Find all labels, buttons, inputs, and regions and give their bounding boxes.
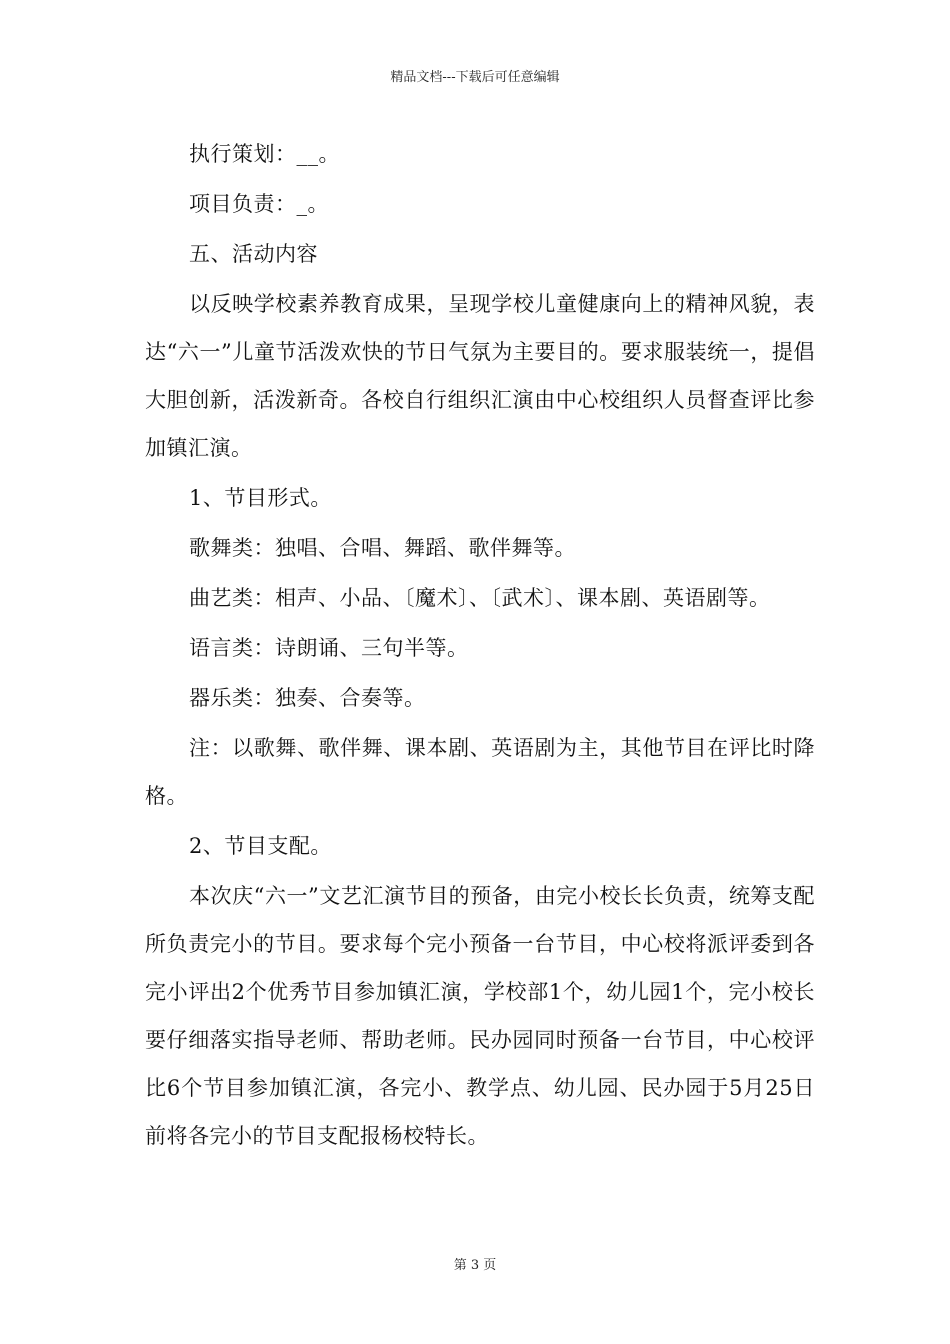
page-header: 精品文档---下载后可任意编辑 (390, 70, 560, 85)
paragraph-arrangement-details: 本次庆“六一”文艺汇演节目的预备，由完小校长长负责，统筹支配所负责完小的节目。要求每个完小预备一台节目，中心校将派评委到各完小评出2个优秀节目参加镇汇演，学校部1个，幼儿园1个，完小校长要仔细落实指导老师、帮助老师。民办园同时预备一台节目，中心校评比6个节目参加镇汇演，各完小、教学点、幼儿园、民办园于5月25日前将各完小的节目支配报杨校特长。 (145, 884, 815, 1148)
subheading-program-arrangement: 2、节目支配。 (189, 834, 332, 858)
paragraph-executive-planning: 执行策划：__。 (189, 142, 340, 166)
section-heading-activity-content: 五、活动内容 (189, 242, 318, 266)
page-number: 第 3 页 (453, 1258, 497, 1273)
paragraph-song-dance: 歌舞类：独唱、合唱、舞蹈、歌伴舞等。 (189, 536, 576, 560)
paragraph-quyi: 曲艺类：相声、小品、〔魔术〕、〔武术〕、课本剧、英语剧等。 (189, 586, 771, 610)
paragraph-language: 语言类：诗朗诵、三句半等。 (189, 636, 469, 660)
document-body (145, 130, 815, 1162)
subheading-program-forms: 1、节目形式。 (189, 486, 332, 510)
paragraph-instrumental: 器乐类：独奏、合奏等。 (189, 686, 426, 710)
paragraph-project-lead: 项目负责：_。 (189, 192, 329, 216)
paragraph-activity-purpose: 以反映学校素养教育成果，呈现学校儿童健康向上的精神风貌，表达“六一”儿童节活泼欢快的节日气氛为主要目的。要求服装统一，提倡大胆创新，活泼新奇。各校自行组织汇演由中心校组织人员督查评比参加镇汇演。 (145, 292, 815, 460)
paragraph-note: 注：以歌舞、歌伴舞、课本剧、英语剧为主，其他节目在评比时降格。 (145, 736, 815, 808)
